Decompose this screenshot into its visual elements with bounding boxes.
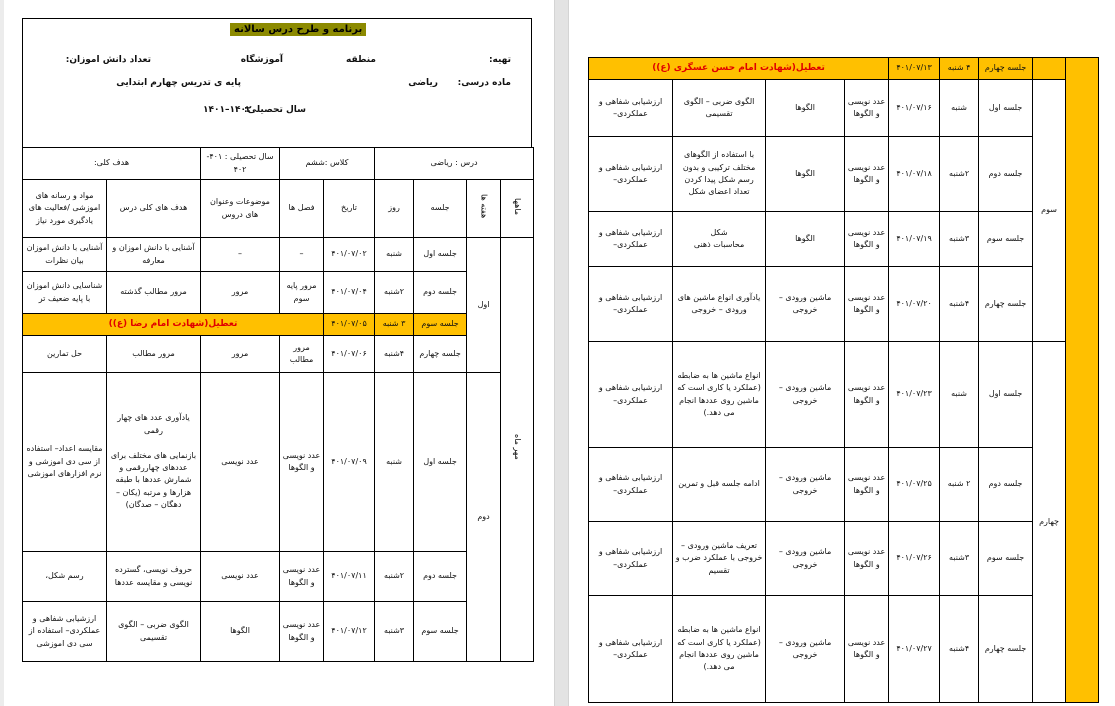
session-cell: جلسه چهارم bbox=[979, 58, 1033, 80]
date-cell-text: ۴۰۱/۰۷/۲۷ bbox=[896, 643, 932, 653]
goals-cell: الگوی ضربی – الگوی تقسیمی bbox=[107, 602, 201, 662]
right-plan-table bbox=[588, 57, 1099, 703]
day-cell: شنبه bbox=[940, 80, 979, 137]
chapter-cell: عدد نویسی و الگوها bbox=[845, 448, 889, 522]
materials-cell: ارزشیابی شفاهی و عملکردی– bbox=[589, 448, 673, 522]
day-cell: شنبه bbox=[940, 342, 979, 448]
column-header-row bbox=[23, 180, 534, 238]
date-cell-text: ۴۰۱/۰۷/۲۳ bbox=[896, 389, 932, 399]
chapter-cell: عدد نویسی و الگوها bbox=[845, 342, 889, 448]
session-cell: جلسه اول bbox=[979, 80, 1033, 137]
session-row bbox=[589, 137, 1099, 212]
goals-cell: الگوی ضربی – الگوی تقسیمی bbox=[673, 80, 766, 137]
goals-cell: انواع ماشین ها به ضابطه (عملکرد یا کاری است که ماشین روی عددها انجام می دهد.) bbox=[673, 596, 766, 703]
holiday-note: تعطیل(شهادت امام حسن عسگری (ع)) bbox=[589, 58, 889, 80]
date-cell bbox=[889, 596, 940, 703]
column-header: جلسه bbox=[414, 180, 467, 238]
year-value: ۱۴۰۱–۱۴۰۲ bbox=[203, 105, 252, 115]
date-cell bbox=[889, 448, 940, 522]
chapter-cell: عدد نویسی و الگوها bbox=[845, 212, 889, 267]
session-cell: جلسه دوم bbox=[414, 552, 467, 602]
chapter-cell: – bbox=[280, 238, 324, 272]
date-cell bbox=[889, 267, 940, 342]
materials-cell: رسم شکل، bbox=[23, 552, 107, 602]
topic-cell: ماشین ورودی – خروجی bbox=[766, 448, 845, 522]
chapter-cell: عدد نویسی و الگوها bbox=[845, 80, 889, 137]
month-cell bbox=[501, 238, 534, 662]
topic-cell: ماشین ورودی – خروجی bbox=[766, 267, 845, 342]
chapter-cell: عدد نویسی و الگوها bbox=[845, 596, 889, 703]
chapter-cell: عدد نویسی و الگوها bbox=[845, 267, 889, 342]
session-cell: جلسه دوم bbox=[979, 137, 1033, 212]
topic-cell: مرور bbox=[201, 336, 280, 373]
session-row bbox=[23, 238, 534, 272]
date-cell-text: ۴۰۱/۰۷/۱۶ bbox=[896, 102, 932, 112]
date-cell bbox=[889, 58, 940, 80]
chapter-cell: عدد نویسی و الگوها bbox=[280, 602, 324, 662]
region-label: منطقه bbox=[346, 55, 376, 65]
day-cell: ۴شنبه bbox=[940, 267, 979, 342]
goals-cell: شکل محاسبات ذهنی bbox=[673, 212, 766, 267]
date-cell-text: ۴۰۱/۰۷/۰۴ bbox=[331, 287, 367, 297]
holiday-note: تعطیل(شهادت امام رضا (ع)) bbox=[23, 314, 324, 336]
week-cell: اول bbox=[467, 238, 501, 373]
date-cell bbox=[324, 373, 375, 552]
prepared-by-label: تهیه: bbox=[488, 55, 511, 65]
month-cell bbox=[1066, 58, 1099, 703]
date-cell-text: ۴۰۱/۰۷/۱۳ bbox=[896, 63, 932, 73]
viewer-edge bbox=[0, 0, 4, 706]
topic-cell: – bbox=[201, 238, 280, 272]
column-header: مواد و رسانه های اموزشی /فعالیت های یادگیری مورد نیاز bbox=[23, 180, 107, 238]
session-row bbox=[589, 342, 1099, 448]
session-row bbox=[589, 80, 1099, 137]
column-header-text: هفته ها bbox=[479, 194, 489, 219]
week-cell: دوم bbox=[467, 373, 501, 662]
session-row bbox=[589, 267, 1099, 342]
goals-cell: ادامه جلسه قبل و تمرین bbox=[673, 448, 766, 522]
session-row bbox=[23, 272, 534, 314]
topic-cell: الگوها bbox=[766, 80, 845, 137]
materials-cell: آشنایی با دانش اموزان بیان نظرات bbox=[23, 238, 107, 272]
holiday-row bbox=[589, 58, 1099, 80]
subject-value: ریاضی bbox=[408, 78, 438, 88]
materials-cell: ارزشیابی شفاهی و عملکردی– bbox=[589, 80, 673, 137]
document-title: برنامه و طرح درس سالانه bbox=[230, 23, 366, 36]
session-cell: جلسه سوم bbox=[414, 314, 467, 336]
class-cell: کلاس :ششم bbox=[280, 148, 375, 180]
goals-cell: یادآوری انواع ماشین های ورودی – خروجی bbox=[673, 267, 766, 342]
session-row bbox=[589, 448, 1099, 522]
column-header-text: ماهها bbox=[513, 197, 523, 215]
column-header: فصل ها bbox=[280, 180, 324, 238]
date-cell bbox=[324, 552, 375, 602]
topic-cell: عدد نویسی bbox=[201, 373, 280, 552]
day-cell: ۴ شنبه bbox=[940, 58, 979, 80]
goals-cell: با استفاده از الگوهای مختلف ترکیبی و بدون رسم شکل پیدا کردن تعداد اعضای شکل bbox=[673, 137, 766, 212]
column-header: هدف های کلی درس bbox=[107, 180, 201, 238]
materials-cell: ارزشیابی شفاهی و عملکردی– bbox=[589, 212, 673, 267]
year-label: سال تحصیلی: bbox=[244, 105, 306, 115]
materials-cell: ارزشیابی شفاهی و عملکردی– bbox=[589, 267, 673, 342]
session-cell: جلسه سوم bbox=[979, 522, 1033, 596]
date-cell bbox=[889, 212, 940, 267]
date-cell bbox=[889, 80, 940, 137]
topic-cell: الگوها bbox=[766, 137, 845, 212]
session-row bbox=[589, 522, 1099, 596]
day-cell: ۲ شنبه bbox=[940, 448, 979, 522]
plan-header bbox=[22, 18, 532, 147]
date-cell bbox=[324, 314, 375, 336]
date-cell-text: ۴۰۱/۰۷/۲۵ bbox=[896, 479, 932, 489]
date-cell bbox=[324, 238, 375, 272]
topic-cell: الگوها bbox=[766, 212, 845, 267]
overall-goal-cell: هدف کلی: bbox=[23, 148, 201, 180]
day-cell: ۳شنبه bbox=[940, 522, 979, 596]
column-header: تاریخ bbox=[324, 180, 375, 238]
goals-cell: مرور مطالب گذشته bbox=[107, 272, 201, 314]
session-cell: جلسه دوم bbox=[414, 272, 467, 314]
materials-cell: حل تمارین bbox=[23, 336, 107, 373]
goals-cell: حروف نویسی، گسترده نویسی و مقایسه عددها bbox=[107, 552, 201, 602]
session-row bbox=[589, 596, 1099, 703]
student-count-label: تعداد دانش اموزان: bbox=[65, 55, 151, 65]
session-row bbox=[23, 602, 534, 662]
topic-cell: عدد نویسی bbox=[201, 552, 280, 602]
materials-cell: ارزشیابی شفاهی و عملکردی– bbox=[589, 342, 673, 448]
day-cell: ۴شنبه bbox=[940, 596, 979, 703]
goals-cell: انواع ماشین ها به ضابطه (عملکرد یا کاری است که ماشین روی عددها انجام می دهد.) bbox=[673, 342, 766, 448]
session-row bbox=[23, 552, 534, 602]
topic-cell: الگوها bbox=[201, 602, 280, 662]
topic-cell: ماشین ورودی – خروجی bbox=[766, 342, 845, 448]
column-header bbox=[467, 180, 501, 238]
chapter-cell: مرور پایه سوم bbox=[280, 272, 324, 314]
day-cell: شنبه bbox=[375, 238, 414, 272]
session-cell: جلسه سوم bbox=[414, 602, 467, 662]
materials-cell: ارزشیابی شفاهی و عملکردی– bbox=[589, 137, 673, 212]
date-cell-text: ۴۰۱/۰۷/۰۹ bbox=[331, 456, 367, 466]
day-cell: ۴شنبه bbox=[375, 336, 414, 373]
date-cell bbox=[889, 137, 940, 212]
info-row bbox=[23, 148, 534, 180]
school-label: آموزشگاه bbox=[240, 55, 283, 65]
session-cell: جلسه چهارم bbox=[414, 336, 467, 373]
chapter-cell: عدد نویسی و الگوها bbox=[845, 522, 889, 596]
session-row bbox=[23, 336, 534, 373]
chapter-cell: عدد نویسی و الگوها bbox=[280, 552, 324, 602]
date-cell bbox=[324, 272, 375, 314]
date-cell bbox=[324, 602, 375, 662]
date-cell bbox=[889, 342, 940, 448]
left-plan-table bbox=[22, 147, 534, 662]
topic-cell: ماشین ورودی – خروجی bbox=[766, 596, 845, 703]
day-cell: ۲شنبه bbox=[940, 137, 979, 212]
materials-cell: شناسایی دانش اموزان با پایه ضعیف تر bbox=[23, 272, 107, 314]
session-cell: جلسه چهارم bbox=[979, 596, 1033, 703]
session-cell: جلسه دوم bbox=[979, 448, 1033, 522]
materials-cell: ارزشیابی شفاهی و عملکردی– bbox=[589, 596, 673, 703]
month-cell-text: مهر ماه bbox=[513, 434, 523, 461]
materials-cell: ارزشیابی شفاهی و عملکردی– استفاده از سی دی اموزشی bbox=[23, 602, 107, 662]
course-cell: درس : ریاضی bbox=[375, 148, 534, 180]
date-cell-text: ۴۰۱/۰۷/۱۹ bbox=[896, 233, 932, 243]
session-row bbox=[589, 212, 1099, 267]
column-header bbox=[501, 180, 534, 238]
subject-label: ماده درسی: bbox=[457, 78, 511, 88]
week-cell bbox=[1033, 58, 1066, 80]
session-cell: جلسه اول bbox=[414, 373, 467, 552]
goals-cell: آشنایی با دانش اموزان و معارفه bbox=[107, 238, 201, 272]
goals-cell: مرور مطالب bbox=[107, 336, 201, 373]
day-cell: ۲شنبه bbox=[375, 272, 414, 314]
chapter-cell: عدد نویسی و الگوها bbox=[845, 137, 889, 212]
date-cell-text: ۴۰۱/۰۷/۱۲ bbox=[331, 626, 367, 636]
date-cell-text: ۴۰۱/۰۷/۰۲ bbox=[331, 249, 367, 259]
topic-cell: مرور bbox=[201, 272, 280, 314]
materials-cell: ارزشیابی شفاهی و عملکردی– bbox=[589, 522, 673, 596]
date-cell bbox=[324, 336, 375, 373]
week-cell: چهارم bbox=[1033, 342, 1066, 703]
column-header: روز bbox=[375, 180, 414, 238]
materials-cell: مقایسه اعداد– استفاده از سی دی اموزشی و نرم افزارهای اموزشی bbox=[23, 373, 107, 552]
session-row bbox=[23, 373, 534, 552]
day-cell: ۲شنبه bbox=[375, 552, 414, 602]
session-cell: جلسه اول bbox=[414, 238, 467, 272]
grade-label: پایه ی تدریس چهارم ابتدایی bbox=[116, 78, 241, 88]
date-cell bbox=[889, 522, 940, 596]
goals-cell: تعریف ماشین ورودی – خروجی با عملکرد ضرب و تقسیم bbox=[673, 522, 766, 596]
date-cell-text: ۴۰۱/۰۷/۲۶ bbox=[896, 553, 932, 563]
day-cell: شنبه bbox=[375, 373, 414, 552]
chapter-cell: مرور مطالب bbox=[280, 336, 324, 373]
session-cell: جلسه سوم bbox=[979, 212, 1033, 267]
session-cell: جلسه چهارم bbox=[979, 267, 1033, 342]
chapter-cell: عدد نویسی و الگوها bbox=[280, 373, 324, 552]
day-cell: ۳شنبه bbox=[940, 212, 979, 267]
year-cell: سال تحصیلی : ۴۰۱- ۴۰۲ bbox=[201, 148, 280, 180]
day-cell: ۳ شنبه bbox=[375, 314, 414, 336]
date-cell-text: ۴۰۱/۰۷/۲۰ bbox=[896, 298, 932, 308]
topic-cell: ماشین ورودی – خروجی bbox=[766, 522, 845, 596]
date-cell-text: ۴۰۱/۰۷/۰۶ bbox=[331, 348, 367, 358]
goals-cell: یادآوری عدد های چهار رقمی بازنمایی های مختلف برای عددهای چهاررقمی و شمارش عددها با طبقه هزارها و مرتبه (یکان – دهگان – صدگان) bbox=[107, 373, 201, 552]
day-cell: ۳شنبه bbox=[375, 602, 414, 662]
date-cell-text: ۴۰۱/۰۷/۰۵ bbox=[331, 319, 367, 329]
session-cell: جلسه اول bbox=[979, 342, 1033, 448]
holiday-row bbox=[23, 314, 534, 336]
date-cell-text: ۴۰۱/۰۷/۱۸ bbox=[896, 168, 932, 178]
week-cell: سوم bbox=[1033, 80, 1066, 342]
page-separator bbox=[554, 0, 569, 706]
date-cell-text: ۴۰۱/۰۷/۱۱ bbox=[331, 571, 367, 581]
column-header: موضوعات وعنوان های دروس bbox=[201, 180, 280, 238]
